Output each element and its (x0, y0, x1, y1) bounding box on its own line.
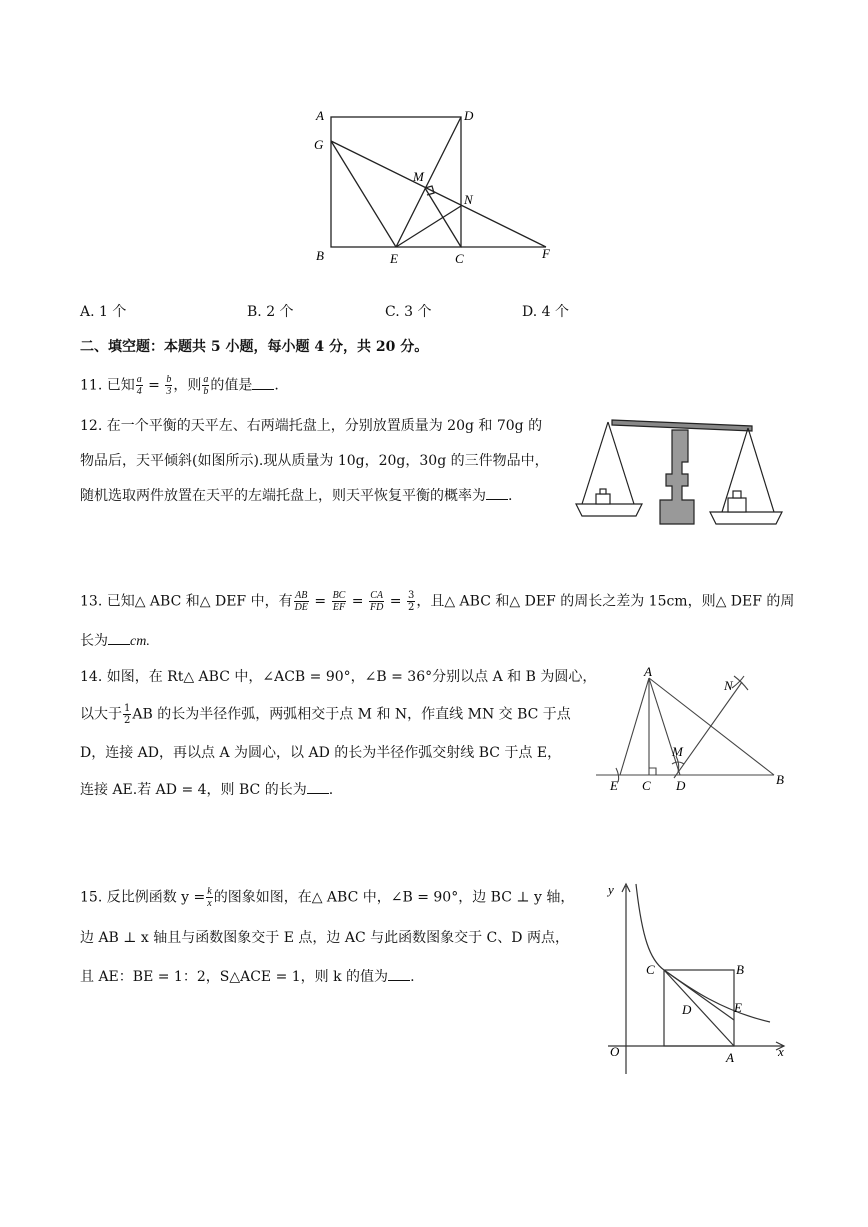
fraction-a-b: $\frac{a}{b}$ (203, 374, 209, 397)
segment-ce (664, 970, 734, 1020)
section-heading: 二、填空题：本题共 5 小题，每小题 4 分，共 20 分。 (80, 339, 429, 355)
weight-20g (596, 494, 610, 504)
label-a: A (644, 664, 652, 679)
fraction-b-3: $\frac{b}{3}$ (166, 374, 172, 397)
question-14-line-2: 以大于 $\frac{1}{2}$ AB 的长为半径作弧，两弧相交于点 M 和 N，作直线 MN 交 BC 于点 (80, 703, 571, 726)
question-15-line-2: 边 AB ⊥ x 轴且与函数图象交于 E 点，边 AC 与此函数图象交于 C、D 两点， (80, 930, 569, 946)
geometry-figure-q10 (300, 100, 570, 270)
fraction-ab-de: $\frac{AB}{DE}$ (294, 590, 308, 613)
balance-scale-figure (572, 414, 788, 530)
question-14-line-1: 14. 如图，在 Rt△ ABC 中，∠ACB = 90°，∠B = 36°分别以点 A 和 B 为圆心， (80, 669, 597, 685)
line-ed (396, 117, 461, 247)
label-d: D (464, 108, 474, 123)
label-b: B (736, 962, 744, 977)
label-m: M (672, 744, 683, 759)
answer-blank (307, 779, 329, 794)
question-12-line-3: 随机选取两件放置在天平的左端托盘上，则天平恢复平衡的概率为 . (80, 485, 512, 506)
question-15-line-3: 且 AE：BE = 1：2，S△ACE = 1，则 k 的值为 . (80, 966, 415, 987)
label-x: x (778, 1044, 784, 1059)
answer-blank (486, 485, 508, 500)
label-e: E (610, 778, 618, 793)
label-d: D (682, 1002, 692, 1017)
left-pan (576, 504, 642, 516)
question-13-line-2: 长为 cm. (80, 630, 150, 652)
option-c: C. 3 个 (385, 304, 432, 320)
label-c: C (455, 251, 464, 266)
inverse-function-figure (598, 878, 794, 1078)
weight-70g (728, 498, 746, 512)
answer-blank (388, 966, 410, 981)
answer-blank (252, 375, 274, 390)
option-a: A. 1 个 (80, 304, 127, 320)
segment-ae (620, 678, 649, 775)
label-b: B (776, 772, 784, 787)
question-14-line-4: 连接 AE.若 AD = 4，则 BC 的长为 . (80, 779, 333, 800)
label-c: C (646, 962, 655, 977)
label-b: B (316, 248, 324, 263)
right-angle-mark (649, 768, 656, 775)
answer-blank (108, 630, 130, 645)
balance-stand (660, 430, 694, 524)
label-a: A (316, 108, 324, 123)
arc-n (732, 676, 744, 688)
balance-beam (612, 420, 752, 431)
question-14-line-3: D，连接 AD，再以点 A 为圆心，以 AD 的长为半径作弧交射线 BC 于点 E， (80, 745, 562, 761)
fraction-a-4: $\frac{a}{4}$ (136, 374, 142, 397)
question-12-line-1: 12. 在一个平衡的天平左、右两端托盘上，分别放置质量为 20g 和 70g 的 (80, 418, 543, 434)
question-13-line-1: 13. 已知△ ABC 和△ DEF 中，有 $\frac{AB}{DE}$ = $\frac{BC}{EF}$ = $\frac{CA}{FD}$ = $\frac{3}{2}$ ，且△ ABC 和△ DEF 的周长之差为 15cm，则△ DEF 的周 (80, 590, 795, 613)
triangle-construction-figure (592, 664, 792, 794)
right-string (748, 428, 774, 512)
question-11: 11. 已知 $\frac{a}{4}$ = $\frac{b}{3}$ ，则 $\frac{a}{b}$ 的值是 . (80, 374, 279, 397)
right-pan (710, 512, 782, 524)
question-12-line-2: 物品后，天平倾斜(如图所示).现从质量为 10g，20g，30g 的三件物品中， (80, 453, 549, 469)
weight-handle (600, 489, 606, 494)
label-m: M (413, 169, 424, 184)
function-curve (636, 884, 770, 1022)
label-f: F (542, 246, 550, 261)
label-a: A (726, 1050, 734, 1065)
option-d: D. 4 个 (522, 304, 569, 320)
fraction-3-2: $\frac{3}{2}$ (407, 590, 415, 613)
left-string (608, 422, 634, 504)
option-b: B. 2 个 (247, 304, 294, 320)
fraction-k-x: $\frac{k}{x}$ (207, 886, 212, 909)
weight-handle (733, 491, 741, 498)
label-n: N (464, 192, 473, 207)
label-e: E (390, 251, 398, 266)
label-n: N (724, 678, 733, 693)
fraction-ca-fd: $\frac{CA}{FD}$ (369, 590, 384, 613)
fraction-bc-ef: $\frac{BC}{EF}$ (332, 590, 346, 613)
label-e: E (734, 1000, 742, 1015)
side-ab (649, 678, 774, 775)
square-abcd (331, 117, 461, 247)
fraction-one-half: $\frac{1}{2}$ (124, 703, 131, 726)
label-d: D (676, 778, 686, 793)
segment-ac (664, 970, 734, 1046)
label-g: G (314, 137, 324, 152)
label-y: y (608, 882, 614, 897)
label-o: O (610, 1044, 620, 1059)
label-c: C (642, 778, 651, 793)
question-15-line-1: 15. 反比例函数 y = $\frac{k}{x}$ 的图象如图，在△ ABC 中，∠B = 90°，边 BC ⊥ y 轴， (80, 886, 575, 909)
segment-ad (649, 678, 680, 775)
